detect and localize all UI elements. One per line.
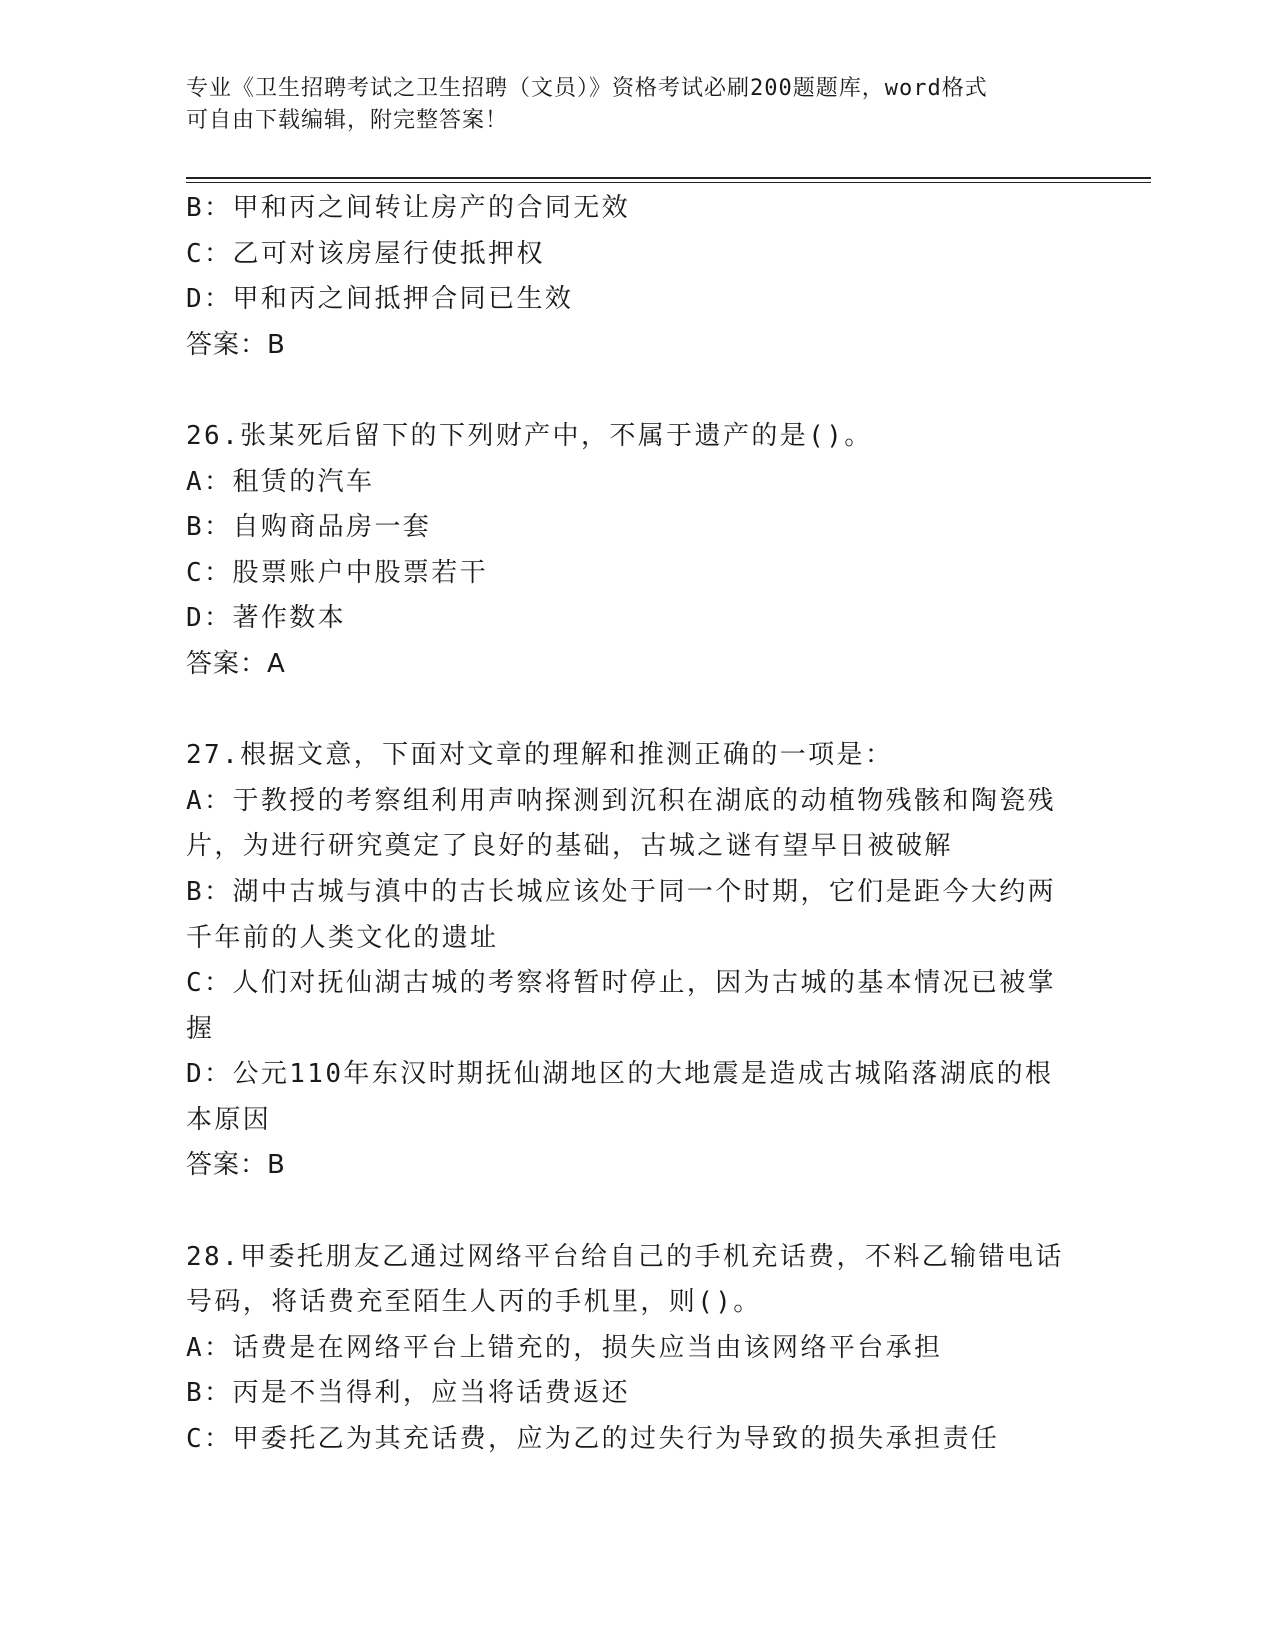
q25-answer: 答案：B	[186, 329, 286, 360]
header-line-2: 可自由下载编辑，附完整答案！	[186, 108, 509, 133]
q27-option-b-line1: B：湖中古城与滇中的古长城应该处于同一个时期，它们是距今大约两	[186, 876, 1057, 907]
q25-option-c: C：乙可对该房屋行使抵押权	[186, 238, 545, 269]
q25-option-b: B：甲和丙之间转让房产的合同无效	[186, 193, 631, 223]
header-rule-thick	[186, 177, 1151, 179]
q27-answer: 答案：B	[186, 1150, 286, 1181]
q28-option-c: C：甲委托乙为其充话费，应为乙的过失行为导致的损失承担责任	[186, 1424, 1000, 1455]
header-line-1: 专业《卫生招聘考试之卫生招聘（文员）》资格考试必刷200题题库，word格式	[186, 76, 988, 101]
q27-question: 27.根据文意，下面对文章的理解和推测正确的一项是：	[186, 740, 894, 771]
q26-answer: 答案：A	[186, 648, 286, 679]
q27-option-d-line2: 本原因	[186, 1104, 272, 1135]
q26-option-a: A：租赁的汽车	[186, 466, 375, 497]
q28-question-line2: 号码，将话费充至陌生人丙的手机里，则()。	[186, 1287, 762, 1318]
q27-option-c-line2: 握	[186, 1013, 215, 1044]
q25-option-d: D：甲和丙之间抵押合同已生效	[186, 284, 574, 315]
question-content	[186, 186, 1086, 1463]
q26-option-c: C：股票账户中股票若干	[186, 557, 489, 588]
spacer	[186, 688, 1086, 734]
q27-option-b-line2: 千年前的人类文化的遗址	[186, 922, 499, 953]
document-header	[186, 73, 1066, 137]
q27-option-c-line1: C：人们对抚仙湖古城的考察将暂时停止，因为古城的基本情况已被掌	[186, 968, 1057, 999]
q27-option-d-line1: D：公元110年东汉时期抚仙湖地区的大地震是造成古城陷落湖底的根	[186, 1059, 1054, 1090]
header-rule-thin	[186, 182, 1151, 183]
spacer	[186, 368, 1086, 414]
q28-question-line1: 28.甲委托朋友乙通过网络平台给自己的手机充话费，不料乙输错电话	[186, 1241, 1064, 1272]
spacer	[186, 1189, 1086, 1235]
q28-option-b: B：丙是不当得利，应当将话费返还	[186, 1378, 631, 1409]
q27-option-a-line2: 片，为进行研究奠定了良好的基础，古城之谜有望早日被破解	[186, 831, 953, 862]
q27-option-a-line1: A：于教授的考察组利用声呐探测到沉积在湖底的动植物残骸和陶瓷残	[186, 785, 1057, 816]
q26-option-b: B：自购商品房一套	[186, 512, 432, 543]
q26-option-d: D：著作数本	[186, 603, 347, 634]
q28-option-a: A：话费是在网络平台上错充的，损失应当由该网络平台承担	[186, 1332, 943, 1363]
q26-question: 26.张某死后留下的下列财产中，不属于遗产的是()。	[186, 420, 873, 451]
